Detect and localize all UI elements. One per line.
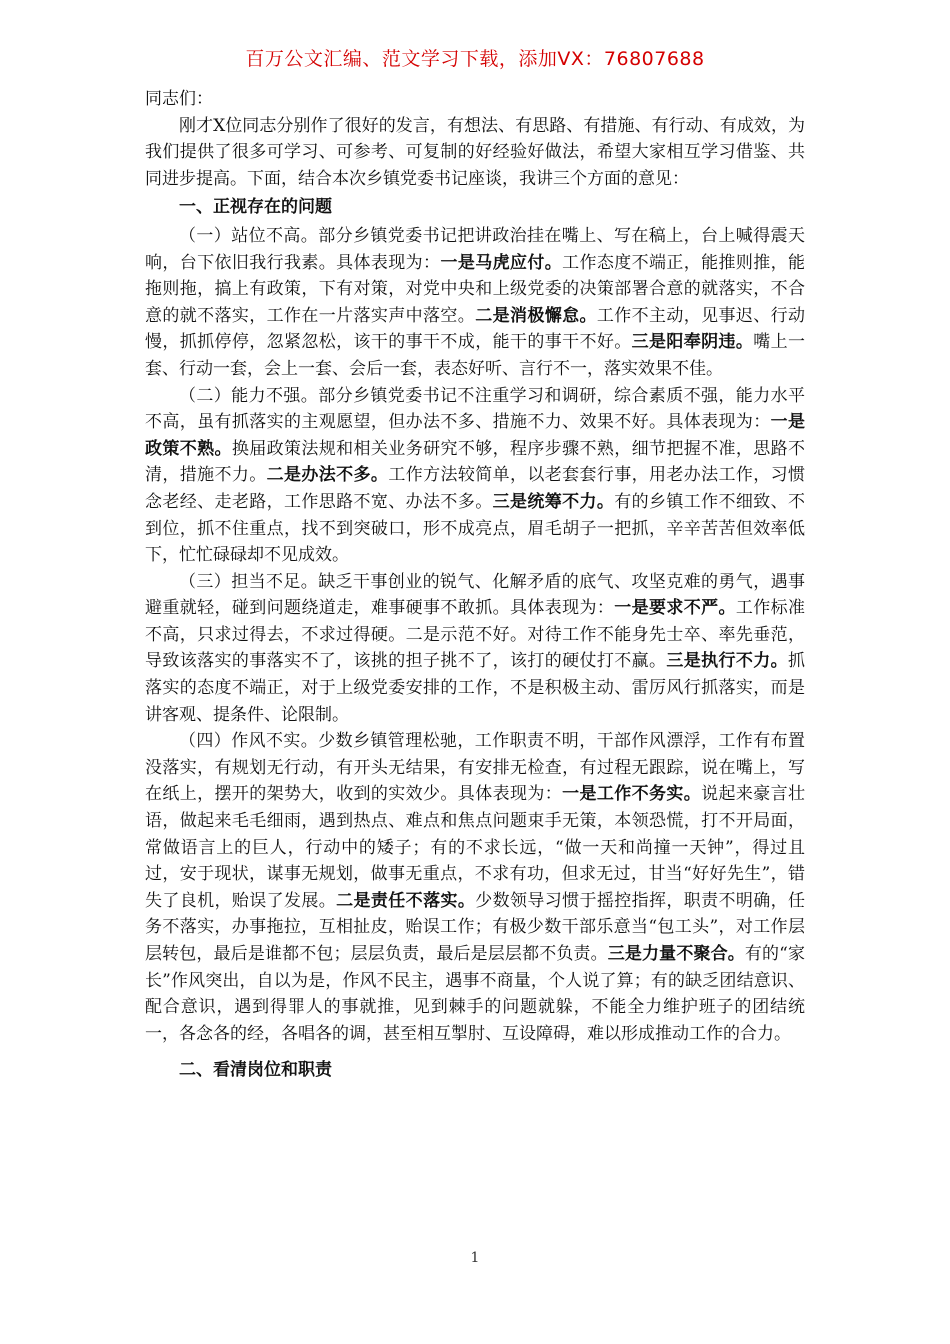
page-number: 1: [470, 1250, 480, 1266]
paragraph-stance: （一）站位不高。部分乡镇党委书记把讲政治挂在嘴上、写在稿上，台上喊得震天响，台下依旧我行我素。具体表现为：一是马虎应付。工作态度不端正，能推则推，能拖则拖，搞上有政策，下有对策，对党中央和上级党委的决策部署合意的就落实，不合意的就不落实，工作在一片落实声中落空。二是消极懈怠。工作不主动，见事迟、行动慢，抓抓停停，忽紧忽松，该干的事干不成，能干的事干不好。三是阳奉阴违。嘴上一套、行动一套，会上一套、会后一套，表态好听、言行不一，落实效果不佳。: [145, 225, 806, 379]
section-heading-1: 一、正视存在的问题: [179, 197, 332, 218]
paragraph-responsibility: （三）担当不足。缺乏干事创业的锐气、化解矛盾的底气、攻坚克难的勇气，遇事避重就轻，碰到问题绕道走，难事硬事不敢抓。具体表现为：一是要求不严。工作标准不高，只求过得去，不求过得硬。二是示范不好。对待工作不能身先士卒、率先垂范，导致该落实的事落实不了，该挑的担子挑不了，该打的硬仗打不赢。三是执行不力。抓落实的态度不端正，对于上级党委安排的工作，不是积极主动、雷厉风行抓落实，而是讲客观、提条件、论限制。: [145, 571, 806, 725]
paragraph-ability: （二）能力不强。部分乡镇党委书记不注重学习和调研，综合素质不强，能力水平不高，虽有抓落实的主观愿望，但办法不多、措施不力、效果不好。具体表现为：一是政策不熟。换届政策法规和相关业务研究不够，程序步骤不熟，细节把握不准，思路不清，措施不力。二是办法不多。工作方法较简单，以老套套行事，用老办法工作，习惯念老经、走老路，工作思路不宽、办法不多。三是统筹不力。有的乡镇工作不细致、不到位，抓不住重点，找不到突破口，形不成亮点，眉毛胡子一把抓，辛辛苦苦但效率低下，忙忙碌碌却不见成效。: [145, 385, 806, 566]
download-banner: 百万公文汇编、范文学习下载，添加VX：76807688: [245, 48, 705, 70]
paragraph-work-style: （四）作风不实。少数乡镇管理松驰，工作职责不明，干部作风漂浮，工作有布置没落实，有规划无行动，有开头无结果，有安排无检查，有过程无跟踪，说在嘴上，写在纸上，摆开的架势大，收到的实效少。具体表现为：一是工作不务实。说起来豪言壮语，做起来毛毛细雨，遇到热点、难点和焦点问题束手无策，本领恐慌，打不开局面，常做语言上的巨人，行动中的矮子；有的不求长远，“做一天和尚撞一天钟”，得过且过，安于现状，谋事无规划，做事无重点，不求有功，但求无过，甘当“好好先生”，错失了良机，贻误了发展。二是责任不落实。少数领导习惯于摇控指挥，职责不明确，任务不落实，办事拖拉，互相扯皮，贻误工作；有极少数干部乐意当“包工头”，对工作层层转包，最后是谁都不包；层层负责，最后是层层都不负责。三是力量不聚合。有的“家长”作风突出，自以为是，作风不民主，遇事不商量，个人说了算；有的缺乏团结意识、配合意识，遇到得罪人的事就推，见到棘手的问题就躲，不能全力维护班子的团结统一，各念各的经，各唱各的调，甚至相互掣肘、互设障碍，难以形成推动工作的合力。: [145, 731, 806, 1044]
document-body: [145, 86, 805, 1084]
salutation: 同志们：: [145, 89, 213, 109]
intro-paragraph: 刚才X位同志分别作了很好的发言，有想法、有思路、有措施、有行动、有成效，为我们提供了很多可学习、可参考、可复制的好经验好做法，希望大家相互学习借鉴、共同进步提高。下面，结合本次乡镇党委书记座谈，我讲三个方面的意见：: [145, 115, 805, 189]
section-heading-2: 二、看清岗位和职责: [179, 1060, 332, 1081]
